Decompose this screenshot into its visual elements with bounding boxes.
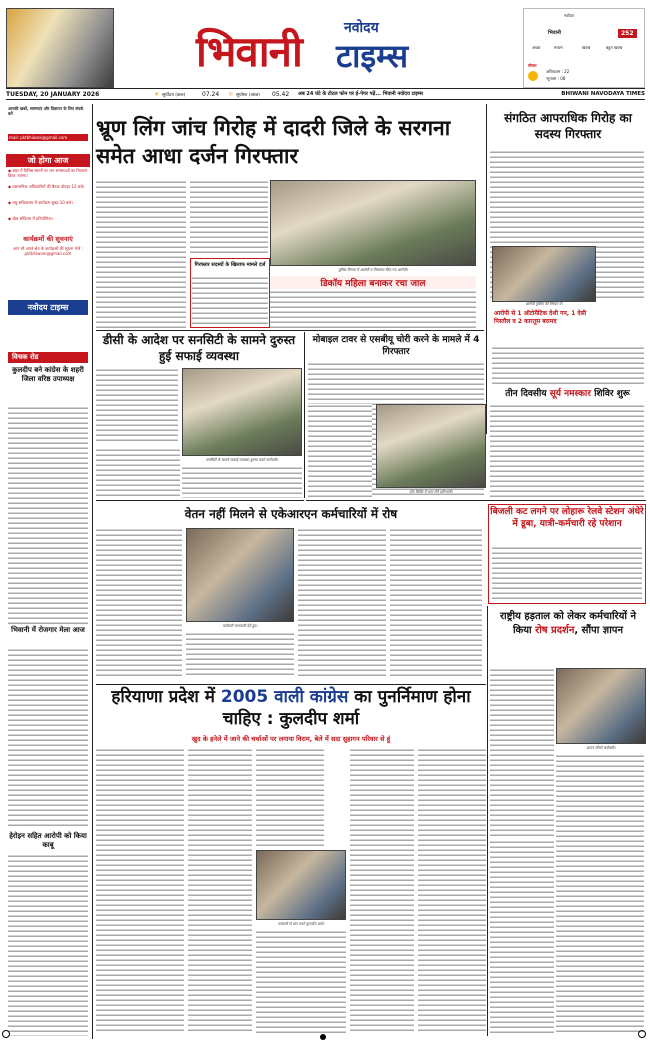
tower-headline: मोबाइल टावर से एसबीयू चोरी करने के मामले में 4 गिरफ्तार — [312, 335, 480, 357]
congress-col3 — [256, 748, 324, 848]
sunset-label: सूर्यास्त (आज) — [236, 93, 261, 98]
weather-min: न्यूनतम : 08 — [546, 76, 566, 81]
masthead-temple-photo — [6, 8, 114, 88]
column-title: विचक रोड — [8, 352, 88, 363]
sidebar-logo: नवोदय टाइम्स — [8, 300, 88, 315]
right-top-highlight: आरोपी से 1 ऑटोमैटिक देशी गन, 1 देसी पिस्तौल व 2 कारतूस बरामद — [494, 310, 587, 325]
dc-headline: डीसी के आदेश पर सनसिटी के सामने दुरुस्त हुई सफाई व्यवस्था — [102, 333, 296, 363]
brand-small: नवोदय — [344, 20, 379, 36]
congress-photo — [256, 850, 346, 920]
weather-city: भिवानी — [548, 30, 561, 36]
story3-head: हेरोइन सहित आरोपी को किया काबू — [9, 832, 87, 849]
aqi-label: मध्यम — [554, 45, 563, 50]
strike-title-a: राष्ट्रीय हड़ताल को लेकर कर्मचारियों ने किया — [499, 611, 637, 636]
strike-title-c: , सौंपा ज्ञापन — [574, 625, 624, 636]
column-divider — [304, 332, 305, 498]
congress-col5 — [350, 748, 414, 1034]
edition: BHIWANI NAVODAYA TIMES — [561, 91, 645, 97]
story2-head: भिवानी में रोजगार मेला आज — [11, 626, 85, 634]
dc-photo — [182, 368, 302, 456]
strike-text3 — [490, 840, 554, 1034]
lead-caption: पुलिस गिरफ्त में आरोपी व गिरफ्तार किए गए आरोपी। — [338, 268, 408, 272]
weather-box — [523, 8, 645, 88]
story1-head: कुलदीप बने कांग्रेस के शहरी जिला वरिष्ठ उपाध्यक्ष — [12, 366, 84, 383]
strike-text1 — [490, 668, 554, 838]
congress-caption: पत्रकारों से बात करते कुलदीप शर्मा। — [277, 922, 325, 926]
right-top-caption: आरोपी पुलिस की गिरफ्त में। — [525, 302, 563, 306]
masthead-brand — [196, 18, 462, 78]
sunrise-icon: ☀ — [154, 91, 160, 98]
surya-title-b: सूर्य नमस्कार — [549, 389, 591, 399]
salary-caption: कर्मचारी जानकारी देते हुए। — [222, 624, 258, 628]
surya-col2 — [490, 404, 644, 498]
surya-caption: योग शिविर में भाग लेते प्रतिभागी। — [409, 490, 453, 494]
congress-title-c: का पुनर्निमाण होना चाहिए : कुलदीप शर्मा — [222, 687, 471, 729]
column-divider — [487, 606, 488, 1036]
surya-col1 — [308, 404, 372, 498]
congress-col4 — [256, 930, 346, 1034]
aqi-scale — [532, 43, 640, 53]
strike-photo — [556, 668, 646, 744]
dc-text — [96, 368, 178, 444]
today-item: ◆ प्रशासनिक अधिकारियों की बैठक दोपहर 12 बजे। — [8, 184, 85, 189]
sidebar-email: mail: pktbhiwani@gmail.com — [8, 134, 88, 141]
today-item: ◆ शहर में विभिन्न स्थानों पर जन समस्याओं का निवारण किया जाएगा। — [8, 168, 88, 178]
sun-icon — [528, 71, 538, 81]
today-title: जो होगा आज — [6, 154, 90, 167]
sidebar-promo: आपकी खबरें, समस्याएं और विज्ञापन के लिए संपर्क करें — [8, 106, 84, 116]
surya-title-a: तीन दिवसीय — [505, 389, 550, 399]
date: TUESDAY, 20 JANUARY 2026 — [6, 91, 100, 98]
brand-right: टाइम्स — [336, 37, 409, 75]
dc-text3 — [182, 466, 302, 498]
surya-title-c: शिविर शुरू — [590, 389, 630, 399]
registration-mark — [638, 1030, 646, 1038]
weather-brand: नवोदय — [564, 13, 574, 18]
date-bar — [6, 88, 645, 100]
story1-text — [8, 406, 88, 624]
lead-subhead: गिरफ्तार सदस्यों के खिलाफ मामले दर्ज — [194, 262, 266, 268]
registration-mark — [320, 1034, 326, 1040]
aqi-label: बहुत खराब — [606, 45, 623, 50]
column-divider — [92, 104, 93, 1039]
surya-title — [490, 388, 645, 400]
congress-col1 — [96, 748, 184, 1034]
decoy-text — [270, 290, 476, 328]
salary-photo — [186, 528, 294, 622]
dc-caption: सनसिटी के सामने सफाई व्यवस्था दुरुस्त करते कर्मचारी। — [205, 458, 279, 462]
weather-max: अधिकतम : 22 — [546, 69, 570, 74]
strike-text2 — [556, 754, 644, 1034]
congress-subhead: खुद के हनेले में जाने की चर्चाओं पर लगाया विराम, बेले में सदा सुहागन परिवार से हूं — [191, 735, 391, 743]
dc-text2 — [96, 448, 180, 498]
left-sidebar — [6, 104, 90, 1039]
story3-text — [8, 854, 88, 1036]
right-top-text2 — [492, 346, 644, 386]
salary-col3 — [298, 528, 386, 678]
right-top-photo2 — [492, 246, 596, 302]
section-rule — [96, 684, 486, 685]
congress-col2 — [188, 748, 252, 1034]
notice-text: आप भी अपने क्षेत्र के कार्यक्रमों की सूचना भेजें : pktbhiwani@gmail.com — [12, 246, 83, 256]
registration-mark — [2, 1030, 10, 1038]
story2-text — [8, 648, 88, 828]
section-rule — [306, 500, 646, 501]
congress-headline — [96, 686, 486, 730]
lead-headline: भ्रूण लिंग जांच गिरोह में दादरी जिले के सरगना समेत आधा दर्जन गिरफ्तार — [96, 116, 451, 168]
salary-col4 — [390, 528, 482, 678]
strike-caption: ज्ञापन सौंपते कर्मचारी। — [586, 746, 616, 750]
section-rule — [96, 500, 304, 501]
brand-main: भिवानी — [196, 27, 302, 76]
column-divider — [486, 104, 487, 434]
sunset-icon: ☼ — [228, 91, 234, 98]
salary-headline: वेतन नहीं मिलने से एकेआरएन कर्मचारियों में रोष — [184, 507, 398, 521]
strike-title-b: रोष प्रदर्शन — [535, 625, 575, 636]
aqi-label: अच्छा — [532, 45, 541, 50]
congress-title-b: 2005 वाली कांग्रेस — [220, 687, 349, 707]
congress-title-a: हरियाणा प्रदेश में — [111, 687, 221, 707]
aqi-badge: 252 — [618, 29, 637, 38]
lead-photo — [270, 180, 476, 266]
sunset-time: 05.42 — [272, 91, 290, 98]
lead-col2b — [192, 276, 268, 326]
sunrise-label: सूर्योदय (कल) — [162, 93, 186, 98]
power-headline: बिजली कट लगने पर लोहारू रेलवे स्टेशन अंधेरे में डूबा, यात्री-कर्मचारी रहे परेशान — [490, 507, 644, 529]
lead-col2 — [190, 180, 268, 256]
aqi-label: खराब — [582, 45, 591, 50]
power-text — [492, 546, 642, 602]
notice-title: कार्यक्रमों की सूचनाएं — [23, 235, 73, 243]
salary-col1 — [96, 528, 182, 678]
surya-photo — [376, 404, 486, 488]
weather-title: मौसम — [528, 63, 537, 68]
section-rule — [96, 330, 484, 331]
ticker: अब 24 घंटे के टोटल फोन पर ई-पेपर पढ़ें... भिवानी नवोदय टाइम्स — [298, 91, 423, 97]
congress-col6 — [418, 748, 486, 1034]
salary-col2 — [186, 632, 294, 678]
today-item: ◆ खेल स्टेडियम में प्रतियोगिता। — [8, 216, 54, 221]
today-item: ◆ लघु सचिवालय में कार्यक्रम सुबह 10 बजे। — [8, 200, 73, 205]
decoy-title: डिकॉय महिला बनाकर रचा जाल — [270, 276, 476, 289]
lead-col1 — [96, 180, 186, 328]
strike-headline — [490, 610, 646, 638]
right-top-headline: संगठित आपराधिक गिरोह का सदस्य गिरफ्तार — [504, 111, 632, 141]
sunrise-time: 07.24 — [202, 91, 220, 98]
